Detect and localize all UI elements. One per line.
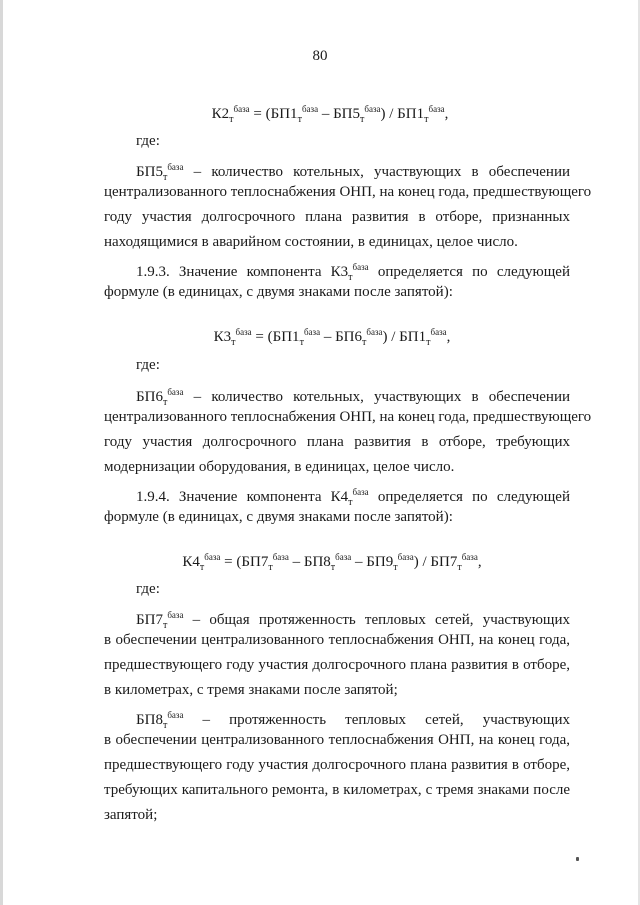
- label-where-2: где:: [136, 357, 160, 373]
- scan-edge-left: [0, 0, 3, 905]
- clause-1-9-4-line-2: формуле (в единицах, с двумя знаками после запятой):: [104, 509, 453, 525]
- page-number: 80: [312, 48, 328, 64]
- bp7-definition-line-3: предшествующего году участия долгосрочного плана развития в отборе,: [104, 657, 570, 673]
- clause-1-9-4-line-1: 1.9.4. Значение компонента $К4_т^{база}$ определяется по следующей: [136, 487, 570, 508]
- bp6-definition-line-3: году участия долгосрочного плана развития в отборе, требующих: [104, 434, 570, 450]
- formula-k3: $К3_т^{база} = (БП1_т^{база} - БП6_т^{база}) / БП1_т^{база}$,: [213, 327, 451, 348]
- scan-speck: [576, 857, 579, 861]
- clause-1-9-3-line-1: 1.9.3. Значение компонента $К3_т^{база}$ определяется по следующей: [136, 262, 570, 283]
- label-where-1: где:: [136, 133, 160, 149]
- bp8-definition-line-4: требующих капитального ремонта, в километрах, с тремя знаками после: [104, 782, 570, 798]
- bp6-definition-line-4: модернизации оборудования, в единицах, целое число.: [104, 459, 455, 475]
- clause-1-9-3-line-2: формуле (в единицах, с двумя знаками после запятой):: [104, 284, 453, 300]
- bp7-definition-line-1: $БП7_т^{база}$ – общая протяженность тепловых сетей, участвующих: [136, 610, 570, 631]
- bp5-definition-line-2: централизованного теплоснабжения ОНП, на конец года, предшествующего: [104, 184, 592, 200]
- bp8-definition-line-3: предшествующего году участия долгосрочного плана развития в отборе,: [104, 757, 570, 773]
- bp8-definition-line-2: в обеспечении централизованного теплоснабжения ОНП, на конец года,: [104, 732, 570, 748]
- bp7-definition-line-4: в километрах, с тремя знаками после запятой;: [104, 682, 398, 698]
- formula-k2: $К2_т^{база} = (БП1_т^{база} - БП5_т^{база}) / БП1_т^{база}$,: [211, 104, 449, 125]
- bp8-definition-line-1: $БП8_т^{база}$ – протяженность тепловых сетей, участвующих: [136, 710, 570, 731]
- bp6-definition-line-1: $БП6_т^{база}$ – количество котельных, участвующих в обеспечении: [136, 387, 570, 408]
- bp5-definition-line-4: находящимися в аварийном состоянии, в единицах, целое число.: [104, 234, 518, 250]
- bp5-definition-line-1: $БП5_т^{база}$ – количество котельных, участвующих в обеспечении: [136, 162, 570, 183]
- bp8-definition-line-5: запятой;: [104, 807, 158, 823]
- bp7-definition-line-2: в обеспечении централизованного теплоснабжения ОНП, на конец года,: [104, 632, 570, 648]
- label-where-3: где:: [136, 581, 160, 597]
- formula-k4: $К4_т^{база} = (БП7_т^{база} - БП8_т^{база} - БП9_т^{база}) / БП7_т^{база}$,: [182, 552, 482, 573]
- bp5-definition-line-3: году участия долгосрочного плана развития в отборе, признанных: [104, 209, 570, 225]
- bp6-definition-line-2: централизованного теплоснабжения ОНП, на конец года, предшествующего: [104, 409, 592, 425]
